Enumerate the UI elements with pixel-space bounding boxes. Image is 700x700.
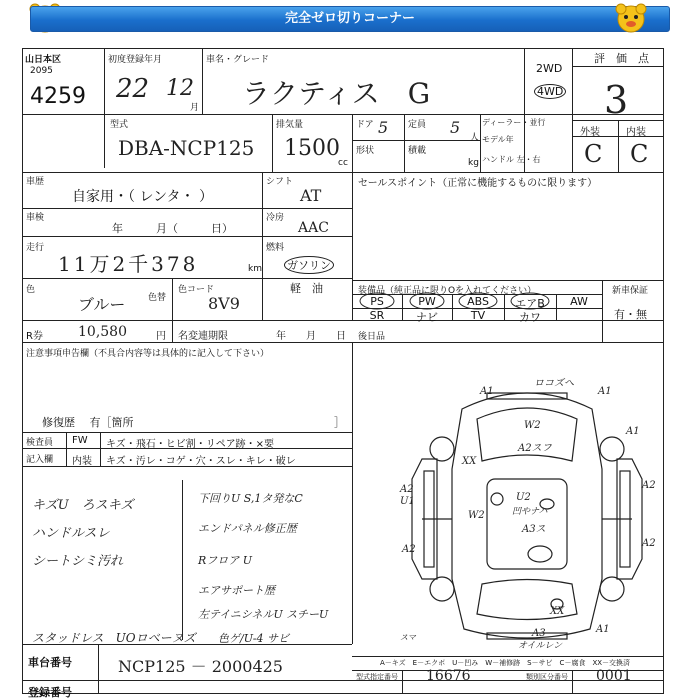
note-left-2: ハンドルスレ: [32, 526, 110, 541]
int-label: 内装: [72, 456, 92, 467]
drive-2wd: 2WD: [536, 62, 563, 75]
equipment-label: 装備品（純正品に限りOを入れてください）: [358, 286, 537, 296]
name-change-label: 名変連期限: [178, 331, 228, 342]
car-name: ラクティス G: [242, 77, 431, 110]
color-label: 色: [26, 285, 36, 295]
cc-unit: cc: [338, 158, 348, 168]
inspection-label: 車検: [26, 213, 45, 223]
color-change-label: 色替: [148, 293, 167, 303]
int-items: キズ・汚レ・コゲ・穴・スレ・キレ・破レ: [106, 456, 296, 467]
color-code-label: 色コード: [178, 285, 215, 295]
kg-unit: kg: [468, 158, 479, 168]
mascot-icon-right: [614, 2, 648, 34]
fuel-gasoline: ガソリン: [284, 256, 334, 274]
sales-point-label: セールスポイント（正常に機能するものに限ります）: [358, 178, 598, 189]
shape-label: 形状: [356, 146, 375, 156]
fuel-diesel: 軽 油: [290, 282, 323, 295]
inspection-value: 年 月（ 日）: [112, 222, 233, 235]
note-left-3: シートシミ汚れ: [32, 554, 124, 569]
mark-a2: A2スフ: [518, 443, 552, 454]
new-car-label: 新車保証: [612, 286, 649, 296]
equip-ps: PS: [370, 295, 384, 308]
displacement-value: 1500: [284, 136, 340, 161]
score-value: 3: [604, 78, 629, 122]
auction-sheet: [22, 44, 664, 699]
mark-xx: XX: [462, 456, 477, 467]
damage-legend: A－キズ E－エクボ U－凹み W－補修跡 S－サビ C－腐食 XX－交換済: [380, 659, 631, 667]
new-car-value: 有・無: [614, 308, 647, 321]
dealer-label: ディーラー・並行: [482, 118, 546, 127]
exterior-value: C: [584, 140, 603, 168]
door-label: ドア: [356, 120, 374, 130]
rear-seat-label: 後日品: [358, 332, 386, 342]
mark-a1-left: A1: [480, 386, 494, 397]
lot-number: 4259: [30, 84, 86, 109]
equip-tv: TV: [470, 309, 486, 322]
note-right-4: エアサポート歴: [198, 584, 275, 597]
mileage-value: 11万2千378: [58, 252, 199, 276]
mark-xx-rear: XX: [550, 606, 565, 617]
recycle-value: 10,580: [78, 324, 127, 340]
mark-u2-mid: U2: [516, 492, 531, 503]
displacement-label: 排気量: [276, 120, 304, 130]
mark-a1-side: A1: [626, 426, 640, 437]
mark-w2-mid: W2: [468, 510, 485, 521]
model-value: DBA-NCP125: [118, 136, 255, 160]
chassis-label: 車台番号: [28, 656, 72, 669]
mark-u1: U1: [400, 496, 415, 507]
first-reg-label: 初度登録年月: [108, 55, 163, 65]
mark-oil: オイルレン: [518, 641, 563, 651]
mark-a2-lower: A2: [642, 538, 656, 549]
shift-label: シフト: [266, 177, 294, 187]
equip-navi: ナビ: [416, 311, 438, 324]
mark-suma: スマ: [400, 633, 416, 642]
capacity-label: 定員: [408, 120, 427, 130]
chassis-value: NCP125 － 2000425: [118, 657, 283, 676]
first-reg-year: 22: [116, 74, 150, 104]
name-change-value: 年 月 日: [276, 331, 346, 342]
mark-a2-left: A2: [400, 484, 414, 495]
name-grade-label: 車名・グレード: [206, 55, 270, 65]
recycle-label: R券: [26, 331, 43, 342]
ac-value: AAC: [298, 220, 329, 236]
note-right-2: エンドパネル修正歴: [198, 522, 297, 535]
person-unit: 人: [470, 133, 480, 143]
drive-4wd: 4WD: [534, 84, 566, 99]
designation-label: 型式指定番号: [356, 673, 398, 681]
capacity-value: 5: [450, 118, 461, 137]
note-right-6: 色ゲ/U-4 サビ: [218, 632, 289, 645]
repair-label: 修復歴 有［箇所: [42, 416, 134, 429]
color-value: ブルー: [78, 295, 126, 314]
mark-top: ロコズへ: [534, 378, 574, 389]
mark-a1-rear: A1: [596, 624, 610, 635]
equip-sr: SR: [369, 309, 385, 322]
class-value: 0001: [596, 668, 632, 684]
equip-aw: AW: [570, 295, 588, 308]
score-label: 評 価 点: [594, 52, 649, 65]
history-value: 自家用・（ レンタ・ ）: [72, 189, 213, 205]
km-unit: km: [248, 264, 262, 274]
ac-label: 冷房: [266, 213, 285, 223]
mark-a3: A3ス: [522, 524, 546, 535]
first-reg-month: 12: [166, 76, 194, 101]
exterior-label: 外装: [580, 127, 600, 138]
mark-a2-right: A2: [642, 480, 656, 491]
color-code-value: 8V9: [208, 294, 240, 313]
model-label: 型式: [110, 120, 129, 130]
equip-airbag: エアB: [515, 297, 545, 310]
fw-items: キズ・飛石・ヒビ割・リペア跡・×要: [106, 439, 274, 450]
class-label: 類別区分番号: [526, 673, 568, 681]
equip-pw: PW: [418, 295, 436, 308]
model-year-label: モデル年: [482, 135, 514, 144]
door-value: 5: [378, 118, 389, 137]
handle-label: ハンドル 左・右: [482, 155, 541, 164]
equipment-circles: [352, 292, 562, 312]
note-right-1: 下回りU S,1タ発なC: [198, 492, 303, 505]
note-right-5: 左テイニシネルU スチーU: [198, 608, 329, 621]
mark-a3-rear: A3: [532, 628, 546, 639]
notes-label: 注意事項申告欄（不具合内容等は具体的に記入して下さい）: [26, 349, 270, 359]
note-left-1: キズU ろスキズ: [32, 498, 134, 513]
mark-w2: W2: [524, 420, 541, 431]
month-unit: 月: [190, 103, 200, 113]
venue-label: 山日本区: [25, 55, 62, 65]
equip-leather: カワ: [519, 311, 541, 324]
fw-label: FW: [72, 435, 88, 446]
fuel-label: 燃料: [266, 243, 285, 253]
shift-value: AT: [300, 186, 322, 205]
interior-value: C: [630, 140, 649, 168]
banner-title: 完全ゼロ切りコーナー: [30, 6, 670, 32]
mark-a1-right: A1: [598, 386, 612, 397]
note-right-3: Rフロア U: [198, 554, 253, 567]
load-label: 積載: [408, 146, 427, 156]
equip-abs: ABS: [467, 295, 489, 308]
reg-label: 登録番号: [28, 686, 72, 699]
lot-code: 2095: [30, 66, 53, 76]
yen-unit: 円: [156, 331, 166, 342]
mark-dent: 凹やナハ: [512, 507, 548, 517]
mark-a2-rl: A2: [402, 544, 416, 555]
mileage-label: 走行: [26, 243, 45, 253]
inspector-label-1: 検査員: [26, 438, 54, 448]
designation-value: 16676: [426, 668, 471, 684]
history-label: 車歴: [26, 177, 45, 187]
inspector-label-2: 記入欄: [26, 455, 54, 465]
interior-label: 内装: [626, 127, 646, 138]
note-left-6: スタッドレス UOロベーヌズ: [32, 631, 196, 645]
repair-close: ］: [334, 416, 345, 429]
